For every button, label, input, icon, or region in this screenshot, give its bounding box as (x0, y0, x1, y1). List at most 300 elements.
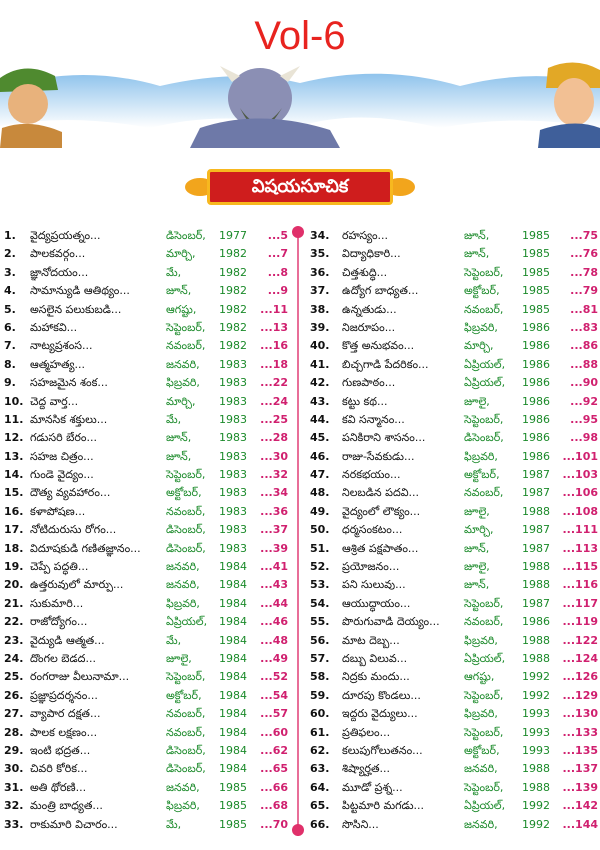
entry-month: జనవరి, (464, 762, 498, 776)
entry-page: ...86 (570, 339, 598, 353)
entry-title: నోటిదురుసు రోగం... (30, 523, 117, 537)
contents-entry (310, 760, 598, 778)
entry-year: 1987 (522, 523, 550, 537)
entry-page: ...92 (570, 394, 598, 408)
entry-number: 17. (4, 523, 24, 537)
entry-month: ఫిబ్రవరి, (464, 320, 498, 334)
entry-number: 40. (310, 339, 330, 353)
entry-number: 27. (4, 707, 24, 721)
entry-month: జనవరి, (464, 817, 498, 831)
entry-number: 20. (4, 578, 24, 592)
contents-entry (4, 264, 288, 282)
entry-year: 1983 (219, 431, 247, 445)
entry-year: 1985 (522, 265, 550, 279)
entry-year: 1988 (522, 633, 550, 647)
entry-month: సెప్టెంబర్, (166, 468, 206, 482)
entry-year: 1977 (219, 229, 247, 242)
contents-entry (310, 374, 598, 392)
entry-title: మానసిక శక్తులు... (30, 412, 108, 426)
entry-month: నవంబర్, (166, 339, 206, 353)
entry-month: జూన్, (464, 247, 490, 261)
entry-year: 1993 (522, 743, 550, 757)
entry-page: ...122 (562, 633, 598, 647)
entry-page: ...62 (260, 743, 288, 757)
entry-page: ...16 (260, 339, 288, 353)
entry-number: 54. (310, 596, 330, 610)
entry-number: 41. (310, 357, 330, 371)
entry-title: అతి థోరణి... (30, 780, 87, 794)
entry-page: ...22 (260, 376, 288, 390)
entry-year: 1988 (522, 780, 550, 794)
entry-title: బిచ్చగాడి పేదరికం... (342, 357, 429, 371)
entry-page: ...60 (260, 725, 288, 739)
entry-number: 12. (4, 431, 24, 445)
entry-number: 47. (310, 468, 330, 482)
contents-entry (4, 282, 288, 300)
entry-month: జూన్, (464, 578, 490, 592)
contents-entry (310, 779, 598, 797)
entry-month: ఫిబ్రవరి, (464, 449, 498, 463)
contents-entry (4, 687, 288, 705)
entry-page: ...90 (570, 376, 598, 390)
entry-year: 1984 (219, 707, 247, 721)
entry-title: జ్ఞానోదయం... (30, 265, 89, 279)
entry-month: ఫిబ్రవరి, (464, 633, 498, 647)
entry-year: 1983 (219, 394, 247, 408)
entry-page: ...115 (562, 560, 598, 574)
entry-year: 1992 (522, 670, 550, 684)
entry-number: 18. (4, 541, 24, 555)
entry-year: 1983 (219, 449, 247, 463)
entry-year: 1982 (219, 247, 247, 261)
contents-entry (4, 429, 288, 447)
entry-title: రంగరాజు వీలునామా... (30, 670, 130, 684)
entry-month: ఫిబ్రవరి, (166, 376, 200, 390)
entry-month: మే, (166, 412, 182, 426)
contents-entry (4, 816, 288, 834)
entry-page: ...39 (260, 541, 288, 555)
entry-title: సొసిని... (342, 817, 379, 831)
entry-number: 8. (4, 357, 16, 371)
entry-title: సహజ చిత్రం... (30, 449, 94, 463)
entry-page: ...117 (562, 596, 598, 610)
entry-title: గడుసరి బేరం... (30, 431, 97, 445)
entry-number: 15. (4, 486, 24, 500)
entry-page: ...34 (260, 486, 288, 500)
entry-number: 63. (310, 762, 330, 776)
contents-entry (310, 393, 598, 411)
contents-entry (310, 687, 598, 705)
entry-month: డిసెంబర్, (166, 762, 206, 776)
entry-page: ...116 (562, 578, 598, 592)
entry-month: నవంబర్, (166, 504, 206, 518)
entry-month: జనవరి, (166, 780, 200, 794)
entry-page: ...11 (260, 302, 288, 316)
divider-dot-bottom (292, 824, 304, 836)
entry-month: జూన్, (166, 284, 192, 298)
entry-title: పాలక లక్షణం... (30, 725, 98, 739)
contents-entry (310, 595, 598, 613)
contents-entry (4, 742, 288, 760)
entry-year: 1982 (219, 302, 247, 316)
entry-page: ...18 (260, 357, 288, 371)
entry-month: మే, (166, 817, 182, 831)
entry-year: 1984 (219, 725, 247, 739)
contents-entry (4, 503, 288, 521)
entry-year: 1984 (219, 670, 247, 684)
entry-page: ...44 (260, 596, 288, 610)
entry-month: ఏప్రియల్, (464, 376, 506, 390)
entry-number: 58. (310, 670, 330, 684)
contents-entry (310, 576, 598, 594)
entry-title: ప్రజ్ఞాప్రదర్శనం... (30, 688, 98, 702)
entry-year: 1985 (219, 817, 247, 831)
entry-month: నవంబర్, (166, 725, 206, 739)
entry-page: ...52 (260, 670, 288, 684)
entry-number: 25. (4, 670, 24, 684)
entry-title: దబ్బు విలువ... (342, 651, 408, 665)
entry-month: జూలై, (464, 560, 490, 574)
entry-number: 11. (4, 412, 24, 426)
entry-title: శిష్యార్హత... (342, 762, 390, 776)
entry-page: ...41 (260, 560, 288, 574)
entry-page: ...129 (562, 688, 598, 702)
entry-year: 1985 (522, 284, 550, 298)
entry-number: 48. (310, 486, 330, 500)
contents-entry (310, 466, 598, 484)
entry-month: సెప్టెంబర్, (464, 725, 504, 739)
entry-month: అక్టోబర్, (464, 284, 500, 298)
entry-number: 37. (310, 284, 330, 298)
entry-year: 1985 (219, 799, 247, 813)
contents-entry (4, 393, 288, 411)
contents-entry (4, 760, 288, 778)
entry-month: నవంబర్, (166, 707, 206, 721)
entry-title: వైద్యుడి ఆత్మత... (30, 633, 105, 647)
entry-page: ...113 (562, 541, 598, 555)
page-title: విషయసూచిక (207, 169, 393, 205)
entry-title: దూరపు కొండలు... (342, 688, 421, 702)
entry-number: 28. (4, 725, 24, 739)
entry-title: కలుపుగోలుతనం... (342, 743, 423, 757)
entry-year: 1984 (219, 596, 247, 610)
entry-title: పొరుగువాడి దెయ్యం... (342, 615, 440, 629)
entry-month: సెప్టెంబర్, (166, 670, 206, 684)
contents-entry (4, 540, 288, 558)
entry-month: జూలై, (166, 651, 192, 665)
entry-month: జూన్, (166, 449, 192, 463)
contents-entry (4, 227, 288, 245)
entry-year: 1982 (219, 339, 247, 353)
entry-number: 52. (310, 560, 330, 574)
entry-title: ధర్మసంకటం... (342, 523, 403, 537)
entry-number: 61. (310, 725, 330, 739)
entry-title: ఆశ్రిత పక్షపాతం... (342, 541, 419, 555)
entry-year: 1988 (522, 578, 550, 592)
entry-month: ఆగష్టు, (166, 302, 197, 316)
entry-number: 51. (310, 541, 330, 555)
entry-month: జూన్, (464, 229, 490, 242)
entry-number: 39. (310, 320, 330, 334)
contents-entry (310, 337, 598, 355)
entry-year: 1986 (522, 431, 550, 445)
contents-entry (310, 797, 598, 815)
entry-title: ఉత్తరువులో మార్పు... (30, 578, 124, 592)
contents-entry (310, 816, 598, 834)
entry-title: కవి సన్మానం... (342, 412, 405, 426)
column-divider (297, 231, 299, 836)
entry-year: 1988 (522, 762, 550, 776)
entry-year: 1983 (219, 376, 247, 390)
contents-entry (310, 282, 598, 300)
contents-entry (4, 632, 288, 650)
entry-page: ...108 (562, 504, 598, 518)
entry-page: ...137 (562, 762, 598, 776)
entry-number: 6. (4, 320, 16, 334)
entry-number: 2. (4, 247, 16, 261)
entry-year: 1983 (219, 357, 247, 371)
entry-month: జూన్, (166, 431, 192, 445)
entry-title: ఇద్దరు వైద్యులు... (342, 707, 418, 721)
entry-year: 1985 (219, 780, 247, 794)
entry-page: ...106 (562, 486, 598, 500)
entry-page: ...48 (260, 633, 288, 647)
entry-year: 1986 (522, 394, 550, 408)
entry-year: 1986 (522, 615, 550, 629)
entry-number: 1. (4, 229, 16, 242)
entry-title: పాలకవర్గం... (30, 247, 86, 261)
entry-title: రహస్యం... (342, 229, 389, 242)
entry-year: 1986 (522, 449, 550, 463)
contents-entry (310, 705, 598, 723)
entry-title: చెద్ద వార్త... (30, 394, 79, 408)
entry-month: డిసెంబర్, (166, 229, 206, 242)
volume-label: Vol-6 (254, 14, 346, 58)
entry-number: 59. (310, 688, 330, 702)
contents-entry (4, 484, 288, 502)
entry-page: ...70 (260, 817, 288, 831)
entry-number: 34. (310, 229, 330, 242)
contents-entry (4, 668, 288, 686)
entry-title: పనికిరాని శాసనం... (342, 431, 426, 445)
contents-entry (4, 576, 288, 594)
contents-entry (310, 632, 598, 650)
contents-entry (4, 411, 288, 429)
entry-number: 4. (4, 284, 16, 298)
entry-page: ...30 (260, 449, 288, 463)
entry-year: 1984 (219, 762, 247, 776)
entry-year: 1984 (219, 688, 247, 702)
entry-title: పిట్టమారి మగడు... (342, 799, 424, 813)
entry-number: 35. (310, 247, 330, 261)
entry-number: 55. (310, 615, 330, 629)
entry-page: ...101 (562, 449, 598, 463)
contents-entry (310, 429, 598, 447)
entry-number: 32. (4, 799, 24, 813)
entry-page: ...83 (570, 320, 598, 334)
contents-entry (310, 356, 598, 374)
entry-month: అక్టోబర్, (166, 486, 202, 500)
contents-entry (4, 301, 288, 319)
entry-year: 1985 (522, 247, 550, 261)
entry-title: కళాపోషణ... (30, 504, 86, 518)
entry-month: జూన్, (464, 541, 490, 555)
contents-entry (4, 779, 288, 797)
entry-month: నవంబర్, (464, 302, 504, 316)
contents-entry (4, 595, 288, 613)
entry-month: సెప్టెంబర్, (464, 780, 504, 794)
entry-page: ...68 (260, 799, 288, 813)
entry-year: 1987 (522, 486, 550, 500)
contents-entry (310, 613, 598, 631)
contents-entry (310, 540, 598, 558)
contents-entry (310, 742, 598, 760)
entry-title: ప్రయోజనం... (342, 560, 400, 574)
entry-month: మార్చి, (166, 247, 196, 261)
entry-month: జూలై, (464, 504, 490, 518)
heading-ornament (185, 160, 415, 214)
entry-number: 45. (310, 431, 330, 445)
entry-title: గుండె వైద్యం... (30, 468, 94, 482)
entry-title: ఆత్మహత్య... (30, 357, 86, 371)
entry-number: 13. (4, 449, 24, 463)
entry-title: ఆయుద్ధాయం... (342, 596, 411, 610)
entry-month: ఏప్రియల్, (166, 615, 208, 629)
contents-entry (310, 301, 598, 319)
entry-title: రాజోద్యోగం... (30, 615, 88, 629)
entry-year: 1985 (522, 302, 550, 316)
entry-number: 60. (310, 707, 330, 721)
entry-month: ఫిబ్రవరి, (166, 596, 200, 610)
entry-title: విదూషకుడి గణితజ్ఞానం... (30, 541, 141, 555)
entry-number: 7. (4, 339, 16, 353)
entry-year: 1983 (219, 541, 247, 555)
entry-number: 24. (4, 651, 24, 665)
entry-page: ...81 (570, 302, 598, 316)
contents-entry (310, 245, 598, 263)
entry-month: మార్చి, (166, 394, 196, 408)
entry-number: 23. (4, 633, 24, 647)
entry-month: నవంబర్, (464, 615, 504, 629)
entry-year: 1984 (219, 743, 247, 757)
entry-month: సెప్టెంబర్, (166, 320, 206, 334)
entry-number: 5. (4, 302, 16, 316)
entry-month: జనవరి, (166, 578, 200, 592)
entry-number: 19. (4, 560, 24, 574)
entry-month: మే, (166, 265, 182, 279)
entry-title: చివరి కోరిక... (30, 762, 88, 776)
contents-entry (310, 503, 598, 521)
entry-page: ...135 (562, 743, 598, 757)
contents-entry (310, 521, 598, 539)
entry-title: మంత్రి బాధ్యత... (30, 799, 103, 813)
entry-title: దౌత్య వ్యవహారం... (30, 486, 111, 500)
entry-number: 62. (310, 743, 330, 757)
entry-year: 1983 (219, 523, 247, 537)
entry-year: 1992 (522, 817, 550, 831)
entry-number: 33. (4, 817, 24, 831)
contents-entry (310, 668, 598, 686)
contents-entry (310, 319, 598, 337)
entry-number: 42. (310, 376, 330, 390)
entry-title: నరకభయం... (342, 468, 401, 482)
contents-column-right (310, 227, 598, 834)
contents-entry (310, 650, 598, 668)
entry-title: ఇంటి భద్రత... (30, 743, 91, 757)
contents-entry (4, 650, 288, 668)
entry-year: 1986 (522, 320, 550, 334)
entry-year: 1984 (219, 578, 247, 592)
entry-title: సామాన్యుడి ఆతిథ్యం... (30, 284, 130, 298)
entry-year: 1986 (522, 339, 550, 353)
entry-number: 38. (310, 302, 330, 316)
entry-title: మహాకవి... (30, 320, 78, 334)
entry-month: నవంబర్, (464, 486, 504, 500)
entry-page: ...95 (570, 412, 598, 426)
entry-page: ...88 (570, 357, 598, 371)
entry-year: 1988 (522, 560, 550, 574)
entry-title: ఉన్నతుడు... (342, 302, 397, 316)
entry-year: 1983 (219, 486, 247, 500)
contents-entry (4, 448, 288, 466)
contents-column-left (4, 227, 288, 834)
entry-title: సుకుమారి... (30, 596, 84, 610)
entry-year: 1984 (219, 651, 247, 665)
entry-title: నాట్యప్రశంస... (30, 339, 93, 353)
entry-month: సెప్టెంబర్, (464, 412, 504, 426)
entry-page: ...13 (260, 320, 288, 334)
entry-year: 1984 (219, 560, 247, 574)
contents-entry (310, 724, 598, 742)
entry-year: 1983 (219, 504, 247, 518)
entry-page: ...103 (562, 468, 598, 482)
entry-title: వ్యాపార దక్షత... (30, 707, 101, 721)
entry-year: 1983 (219, 412, 247, 426)
entry-title: ఉద్యోగ బాధ్యత... (342, 284, 419, 298)
entry-page: ...49 (260, 651, 288, 665)
entry-year: 1988 (522, 651, 550, 665)
entry-number: 53. (310, 578, 330, 592)
entry-page: ...37 (260, 523, 288, 537)
entry-page: ...79 (570, 284, 598, 298)
entry-year: 1986 (522, 376, 550, 390)
entry-number: 31. (4, 780, 24, 794)
contents-entry (310, 448, 598, 466)
entry-page: ...142 (562, 799, 598, 813)
entry-month: డిసెంబర్, (166, 743, 206, 757)
entry-year: 1982 (219, 284, 247, 298)
entry-number: 64. (310, 780, 330, 794)
contents-entry (4, 245, 288, 263)
entry-page: ...25 (260, 412, 288, 426)
contents-entry (310, 558, 598, 576)
entry-year: 1987 (522, 541, 550, 555)
entry-page: ...111 (562, 523, 598, 537)
entry-page: ...46 (260, 615, 288, 629)
entry-year: 1987 (522, 596, 550, 610)
entry-title: పని సులువు... (342, 578, 406, 592)
contents-entry (4, 521, 288, 539)
contents-entry (4, 724, 288, 742)
entry-page: ...144 (562, 817, 598, 831)
entry-number: 36. (310, 265, 330, 279)
entry-number: 26. (4, 688, 24, 702)
entry-title: చెప్పే పద్ధతి... (30, 560, 89, 574)
contents-entry (310, 227, 598, 245)
entry-page: ...9 (267, 284, 288, 298)
entry-title: గుణపాఠం... (342, 376, 396, 390)
entry-year: 1983 (219, 468, 247, 482)
